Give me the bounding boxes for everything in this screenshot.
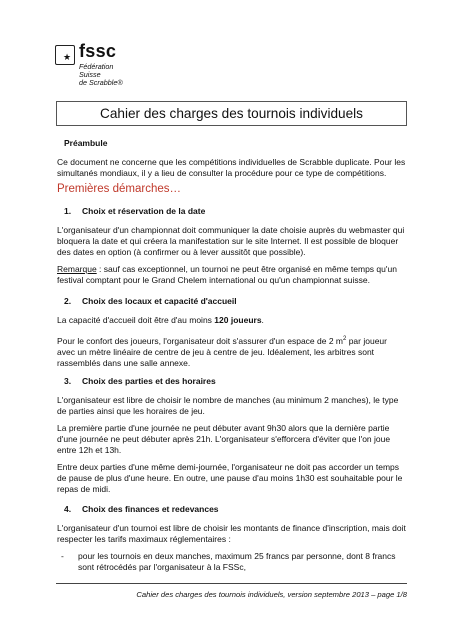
- preambule-heading: Préambule: [64, 138, 108, 148]
- footer-divider: [56, 583, 407, 584]
- section-4-paragraph: L'organisateur d'un tournoi est libre de choisir les montants de finance d'inscription, mais doit respecter les tarifs maximaux réglementaires :: [57, 523, 406, 545]
- section-1-paragraph: L'organisateur d'un championnat doit communiquer la date choisie auprès du webmaster qui bloquera la date et qui créera la manifestation sur le site Internet. Il est possible de bloquer des dates en option (à confirmer ou à lever aussitôt que possible).: [57, 225, 405, 258]
- section-3-paragraph-3: Entre deux parties d'une même demi-journée, l'organisateur ne doit pas accorder un temps de pause de plus d'une heure. En outre, une pause d'au moins 1h30 est souhaitable pour le repas de midi.: [57, 462, 403, 495]
- section-3-title: Choix des parties et des horaires: [82, 376, 216, 386]
- remarque-text: : sauf cas exceptionnel, un tournoi ne peut être organisé en même temps qu'un festival comptant pour le Grand Chelem international ou qu'un championnat suisse.: [57, 264, 397, 286]
- section-3-number: 3.: [64, 376, 72, 386]
- section-2-number: 2.: [64, 296, 72, 306]
- logo-sub-line1: Fédération: [79, 62, 114, 71]
- section-1-title: Choix et réservation de la date: [82, 206, 206, 216]
- section-4-title: Choix des finances et redevances: [82, 504, 219, 514]
- bullet-dash: -: [61, 551, 64, 561]
- remarque-label: Remarque: [57, 264, 97, 274]
- logo-sub-line3: de Scrabble®: [79, 78, 123, 88]
- star-icon: ★: [63, 52, 72, 62]
- logo-wordmark: fssc: [79, 41, 117, 61]
- section-3-paragraph-1: L'organisateur est libre de choisir le nombre de manches (au minimum 2 manches), le type de parties ainsi que les horaires de jeu.: [57, 395, 399, 417]
- capacity-end: .: [261, 315, 264, 325]
- capacity-text: La capacité d'accueil doit être d'au moins: [57, 315, 215, 325]
- section-1-number: 1.: [64, 206, 72, 216]
- title-box: [56, 101, 407, 126]
- document-title: Cahier des charges des tournois individuels: [100, 106, 363, 121]
- logo-square-icon: [55, 45, 75, 65]
- space-text-end: par joueur avec un mètre linéaire de centre de jeu à centre de jeu. Idéalement, les arbitres sont rassemblés dans une salle annexe.: [57, 335, 387, 369]
- section-2-paragraph-2: [57, 334, 407, 369]
- section-2-title: Choix des locaux et capacité d'accueil: [82, 296, 237, 306]
- preambule-text: Ce document ne concerne que les compétitions individuelles de Scrabble duplicate. Pour les simultanés mondiaux, il y a lieu de consulter la procédure pour ce type de compétitions.: [57, 157, 406, 179]
- logo-sub-line2: Suisse: [79, 70, 101, 80]
- section-4-number: 4.: [64, 504, 72, 514]
- section-1-remarque: [57, 264, 407, 286]
- fssc-logo: [55, 41, 175, 93]
- capacity-value: 120 joueurs: [214, 315, 262, 325]
- bullet-item: pour les tournois en deux manches, maximum 25 francs par personne, dont 8 francs sont rétrocédés par l'organisateur à la FSSc,: [78, 551, 396, 573]
- section-3-paragraph-2: La première partie d'une journée ne peut débuter avant 9h30 alors que la dernière partie d'une journée ne peut débuter après 21h. L'organisateur s'efforcera d'éviter que l'on joue entre 12h et 13h.: [57, 423, 391, 456]
- space-exponent: 2: [343, 336, 347, 342]
- premieres-demarches-heading: Premières démarches…: [57, 183, 181, 195]
- section-2-paragraph-1: [57, 315, 407, 326]
- logo-subtitle: [79, 63, 123, 88]
- space-text: Pour le confort des joueurs, l'organisateur doit s'assurer d'un espace de 2 m: [57, 335, 343, 346]
- page-footer: Cahier des charges des tournois individuels, version septembre 2013 – page 1/8: [136, 590, 407, 599]
